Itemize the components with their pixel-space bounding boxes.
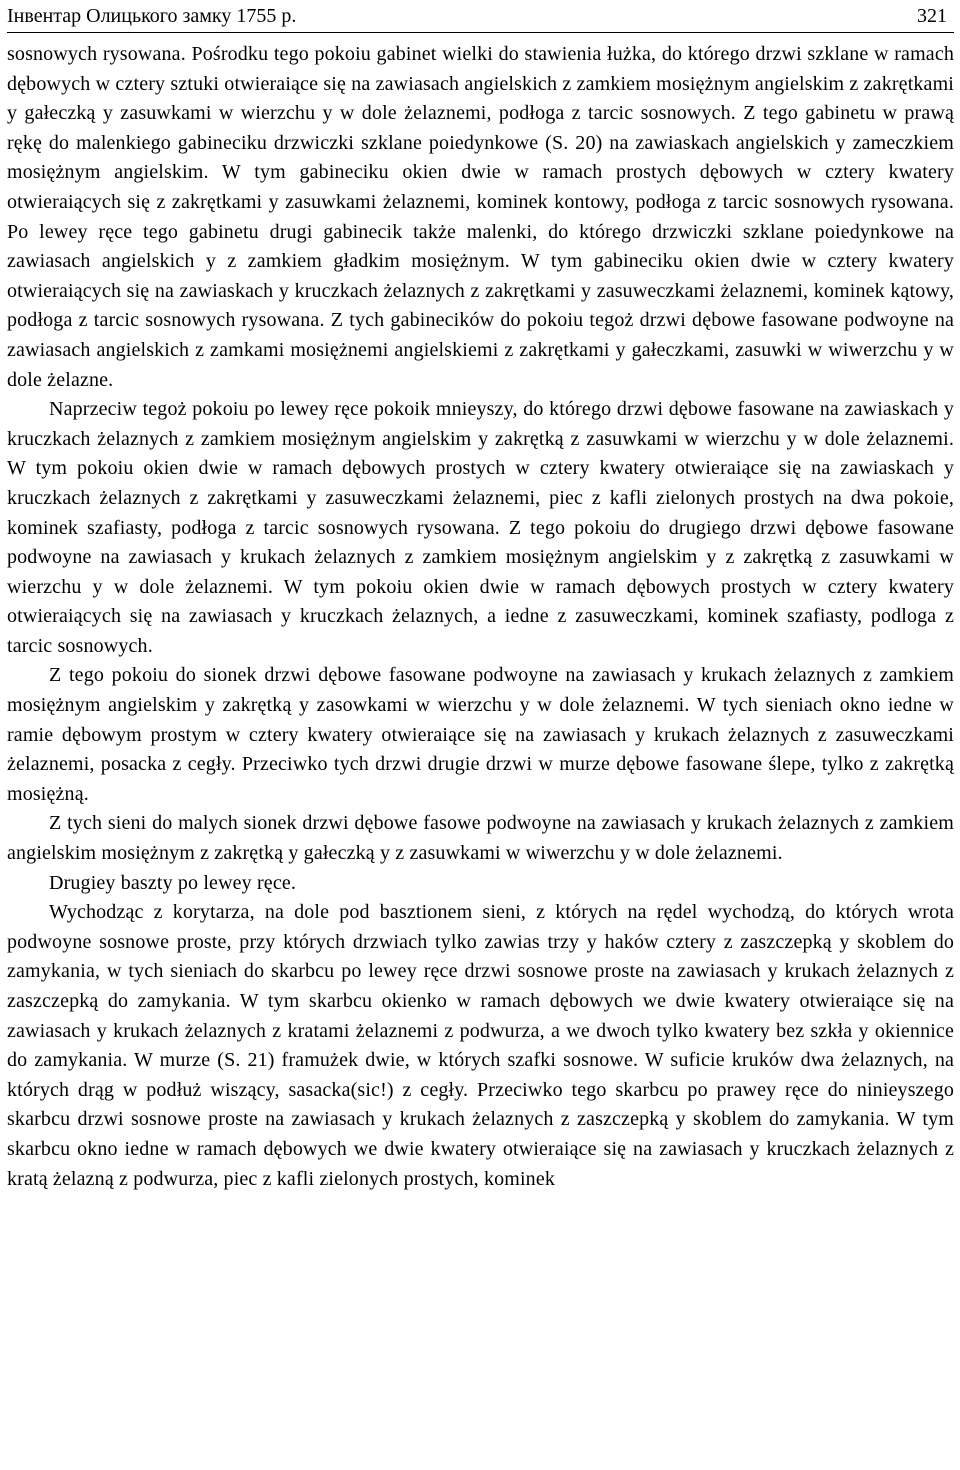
page-header [7,0,954,33]
paragraph: Z tych sieni do malych sionek drzwi dębowe fasowe podwoyne na zawiasach y krukach żelaznych z zamkiem angielskim mosiężnym z zakrętką y gałeczką y z zasuwkami w wiwerzchu y w dole żelaznemi. [7,812,954,865]
paragraph: Z tego pokoiu do sionek drzwi dębowe fasowane podwoyne na zawiasach y krukach żelaznych z zamkiem mosiężnym angielskim y zakrętką y zasowkami w wierzchu y w dole żelaznemi. W tych sieniach okno iedne w ramie dębowym prostym w cztery kwatery otwieraiące się na zawiasach y krukach żelaznych z zasuweczkami żelaznemi, posacka z cegły. Przeciwko tych drzwi drugie drzwi w murze dębowe fasowane ślepe, tylko z zakrętką mosiężną. [7,664,954,805]
page-number: 321 [917,5,947,27]
paragraph: Wychodząc z korytarza, na dole pod basztionem sieni, z których na rędel wychodzą, do których wrota podwoyne sosnowe proste, przy których drzwiach tylko zawias trzy y haków cztery z zaszczepką y skoblem do zamykania, w tych sieniach do skarbcu po lewey ręce drzwi sosnowe proste na zawiasach y krukach żelaznych z zaszczepką do zamykania. W tym skarbcu okienko w ramach dębowych we dwie kwatery otwieraiące się na zawiasach y krukach żelaznych z kratami żelaznemi z podwurza, a we dwoch tylko kwatery bez szkła y okiennice do zamykania. W murze (S. 21) framużek dwie, w których szafki sosnowe. W suficie kruków dwa żelaznych, na których drąg w podłuż wiszący, sasacka(sic!) z cegły. Przeciwko tego skarbcu po prawey ręce do ninieyszego skarbcu drzwi sosnowe proste na zawiasach y krukach żelaznych z zaszczepką y skoblem do zamykania. W tym skarbcu okno iedne w ramach dębowych we dwie kwatery otwieraiące się na zawiasach y kruczkach żelaznych z kratą żelazną z podwurza, piec z kafli zielonych prostych, kominek [7,901,954,1190]
paragraph: Naprzeciw tegoż pokoiu po lewey ręce pokoik mnieyszy, do którego drzwi dębowe fasowane na zawiaskach y kruczkach żelaznych z zamkiem mosiężnym angielskim y zakrętką z zasuwkami w wierzchu y w dole żelaznemi. W tym pokoiu okien dwie w ramach dębowych prostych w cztery kwatery otwieraiące się na zawiaskach y kruczkach żelaznych z zakrętkami y zasuweczkami żelaznemi, piec z kafli zielonych prostych na dwa pokoie, kominek szafiasty, podłoga z tarcic sosnowych rysowana. Z tego pokoiu do drugiego drzwi dębowe fasowane podwoyne na zawiasach y krukach żelaznych z zamkiem mosiężnym angielskim y z zakrętką z zasuwkami w wierzchu y w dole żelaznemi. W tym pokoiu okien dwie w ramach dębowych prostych w cztery kwatery otwieraiących się na zawiasach y kruczkach żelaznych, a iedne z zasuweczkami, kominek szafiasty, podloga z tarcic sosnowych. [7,398,954,657]
section-heading: Drugiey baszty po lewey ręce. [49,871,297,894]
body-text [7,40,954,1194]
paragraph: sosnowych rysowana. Pośrodku tego pokoiu gabinet wielki do stawienia łużka, do którego drzwi szklane w ramach dębowych w cztery sztuki otwieraiące się na zawiasach angielskich z zamkiem mosiężnym angielskim z zakrętkami y gałeczką y zasuwkami w wierzchu y w dole żelaznemi, podłoga z tarcic sosnowych. Z tego gabinetu w prawą rękę do malenkiego gabineciku drzwiczki szklane poiedynkowe (S. 20) na zawiaskach angielskich y zameczkiem mosiężnym angielskim. W tym gabineciku okien dwie w ramach prostych dębowych w cztery kwatery otwieraiących się z zakrętkami y zasuwkami żelaznemi, kominek kontowy, podłoga z tarcic sosnowych rysowana. Po lewey ręce tego gabinetu drugi gabinecik także malenki, do którego drzwiczki szklane poiedynkowe na zawiasach angielskich y z zamkiem gładkim mosiężnym. W tym gabineciku okien dwie w cztery kwatery otwieraiących się na zawiaskach y kruczkach żelaznych z zakrętkami y zasuweczkami żelaznemi, kominek kątowy, podłoga z tarcic sosnowych rysowana. Z tych gabinecików do pokoiu tegoż drzwi dębowe fasowane podwoyne na zawiasach angielskich z zamkami mosiężnemi angielskiemi z zakrętkami y gałeczkami, zasuwki w wiwerzchu y w dole żelazne. [7,43,954,391]
running-title: Інвентар Олицького замку 1755 р. [7,5,297,27]
